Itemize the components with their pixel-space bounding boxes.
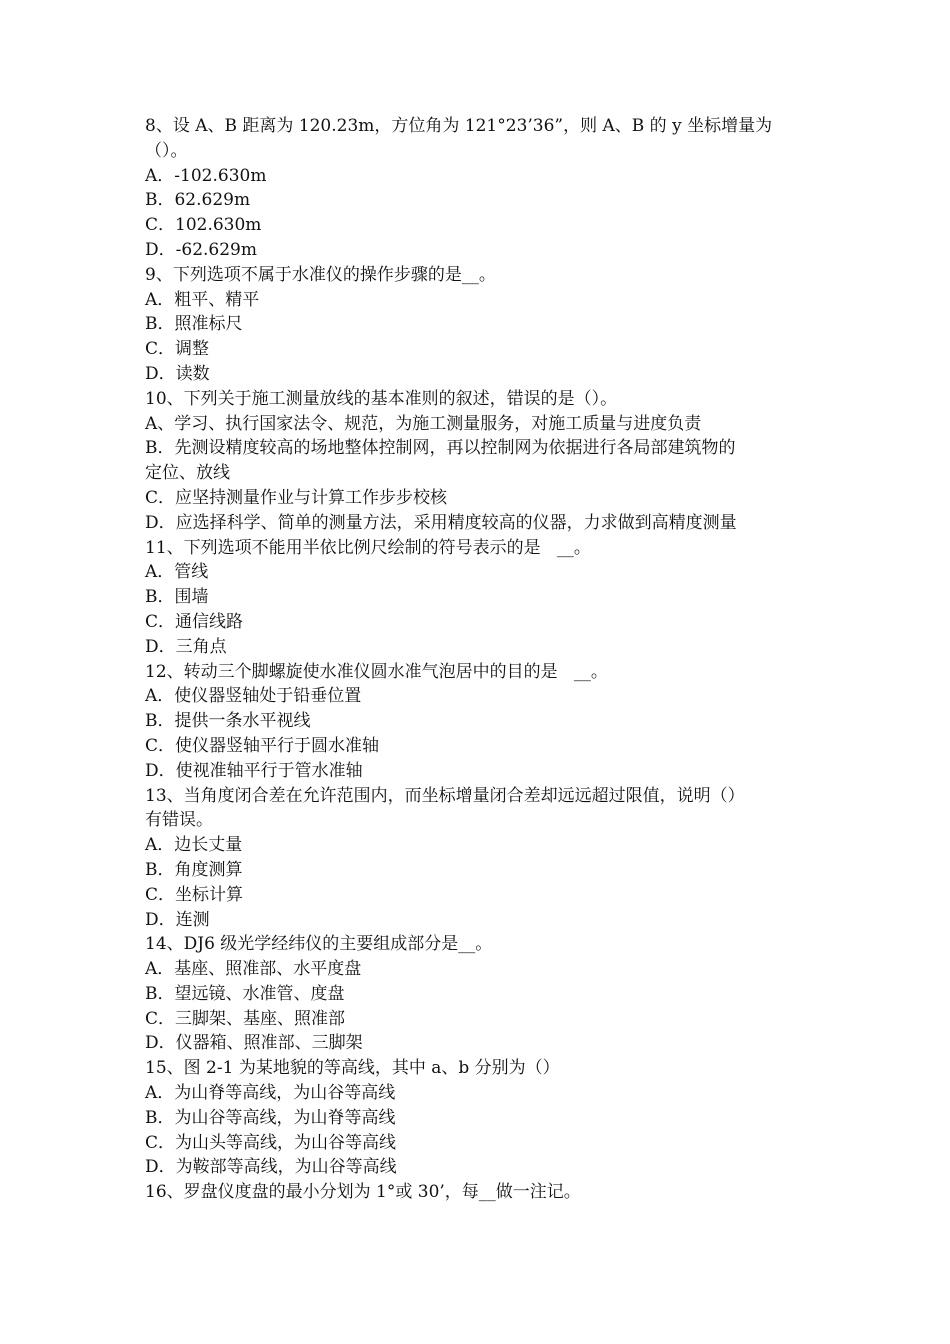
q12-option-c: C．使仪器竖轴平行于圆水准轴 [145, 735, 380, 756]
q10-option-b-line1: B．先测设精度较高的场地整体控制网，再以控制网为依据进行各局部建筑物的 [145, 438, 736, 459]
q15-option-b: B．为山谷等高线，为山脊等高线 [145, 1107, 396, 1128]
q11-option-a: A．管线 [145, 562, 209, 583]
q11-option-d: D．三角点 [145, 636, 227, 657]
q14-stem: 14、DJ6 级光学经纬仪的主要组成部分是__。 [145, 934, 493, 955]
q8-option-b: B．62.629m [145, 190, 251, 211]
q8-stem-line2: （）。 [145, 140, 188, 161]
q15-option-d: D．为鞍部等高线，为山谷等高线 [145, 1157, 397, 1178]
q13-option-a: A．边长丈量 [145, 835, 243, 856]
document-body [145, 114, 810, 1205]
q9-option-a: A．粗平、精平 [145, 289, 260, 310]
q14-option-c: C．三脚架、基座、照准部 [145, 1008, 346, 1029]
q10-option-d: D．应选择科学、简单的测量方法，采用精度较高的仪器，力求做到高精度测量 [145, 512, 737, 533]
q9-option-b: B．照准标尺 [145, 314, 243, 335]
q15-stem: 15、图 2-1 为某地貌的等高线，其中 a、b 分别为（） [145, 1058, 560, 1079]
q13-option-d: D．连测 [145, 909, 210, 930]
q10-option-c: C．应坚持测量作业与计算工作步步校核 [145, 487, 448, 508]
q10-option-a: A、学习、执行国家法令、规范，为施工测量服务，对施工质量与进度负责 [145, 413, 702, 434]
q14-option-d: D．仪器箱、照准部、三脚架 [145, 1033, 363, 1054]
q10-stem: 10、下列关于施工测量放线的基本准则的叙述，错误的是（）。 [145, 388, 618, 409]
q14-option-b: B．望远镜、水准管、度盘 [145, 983, 345, 1004]
q15-option-a: A．为山脊等高线，为山谷等高线 [145, 1083, 396, 1104]
q16-stem: 16、罗盘仪度盘的最小分划为 1°或 30’，每__做一注记。 [145, 1182, 581, 1203]
q9-option-d: D．读数 [145, 363, 210, 384]
q9-option-c: C．调整 [145, 339, 210, 360]
q12-option-d: D．使视准轴平行于管水准轴 [145, 760, 363, 781]
q13-stem-line1: 13、当角度闭合差在允许范围内，而坐标增量闭合差却远远超过限值，说明（） [145, 785, 745, 806]
q12-option-a: A．使仪器竖轴处于铅垂位置 [145, 686, 362, 707]
q9-stem: 9、下列选项不属于水准仪的操作步骤的是__。 [145, 264, 496, 285]
q8-option-c: C．102.630m [145, 215, 262, 236]
q10-option-b-line2: 定位、放线 [145, 463, 230, 484]
q13-stem-line2: 有错误。 [145, 810, 213, 831]
q8-option-a: A．-102.630m [145, 165, 267, 186]
q11-option-c: C．通信线路 [145, 611, 244, 632]
q15-option-c: C．为山头等高线，为山谷等高线 [145, 1132, 397, 1153]
q12-stem: 12、转动三个脚螺旋使水准仪圆水准气泡居中的目的是 __。 [145, 661, 608, 682]
q13-option-b: B．角度测算 [145, 859, 243, 880]
q14-option-a: A．基座、照准部、水平度盘 [145, 959, 362, 980]
q12-option-b: B．提供一条水平视线 [145, 711, 311, 732]
q13-option-c: C．坐标计算 [145, 884, 244, 905]
q11-option-b: B．围墙 [145, 587, 209, 608]
q8-stem-line1: 8、设 A、B 距离为 120.23m，方位角为 121°23’36”，则 A、B 的 y 坐标增量为 [145, 116, 773, 136]
q11-stem: 11、下列选项不能用半依比例尺绘制的符号表示的是 __。 [145, 537, 591, 558]
q8-option-d: D．-62.629m [145, 239, 257, 260]
